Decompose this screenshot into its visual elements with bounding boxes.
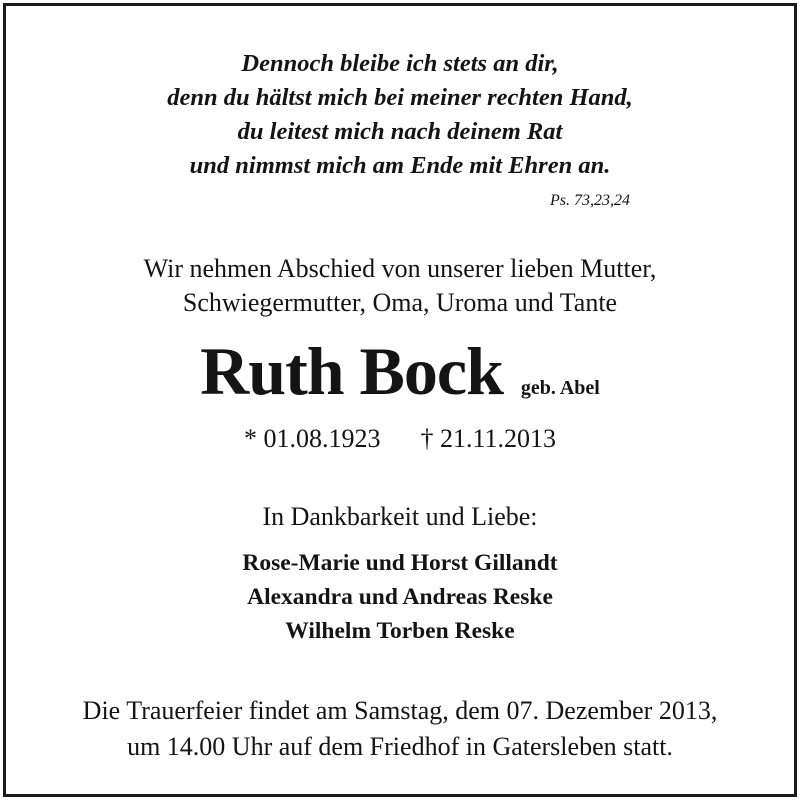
deceased-name-row [6, 332, 794, 411]
verse-line-2: denn du hältst mich bei meiner rechten Hand, [167, 84, 633, 111]
mourner-2: Alexandra und Andreas Reske [247, 584, 553, 610]
verse-reference: Ps. 73,23,24 [550, 192, 630, 209]
maiden-name: geb. Abel [520, 377, 600, 399]
service-line-2: um 14.00 Uhr auf dem Friedhof in Gatersleben statt. [127, 732, 673, 761]
verse-line-3: du leitest mich nach deinem Rat [237, 118, 563, 145]
service-line-1: Die Trauerfeier findet am Samstag, dem 07. Dezember 2013, [82, 696, 718, 725]
birth-date: * 01.08.1923 [243, 424, 381, 453]
life-dates [6, 424, 794, 454]
deceased-name: Ruth Bock [200, 333, 503, 409]
intro-line-2: Schwiegermutter, Oma, Uroma und Tante [182, 288, 618, 317]
mourner-1: Rose-Marie und Horst Gillandt [242, 550, 558, 576]
death-date: † 21.11.2013 [420, 424, 557, 453]
mourner-3: Wilhelm Torben Reske [285, 618, 515, 644]
obituary-frame [3, 3, 797, 797]
gratitude-line: In Dankbarkeit und Liebe: [262, 502, 538, 531]
verse-line-1: Dennoch bleibe ich stets an dir, [241, 50, 559, 77]
verse-line-4: und nimmst mich am Ende mit Ehren an. [189, 152, 611, 179]
intro-line-1: Wir nehmen Abschied von unserer lieben Mutter, [143, 254, 657, 283]
